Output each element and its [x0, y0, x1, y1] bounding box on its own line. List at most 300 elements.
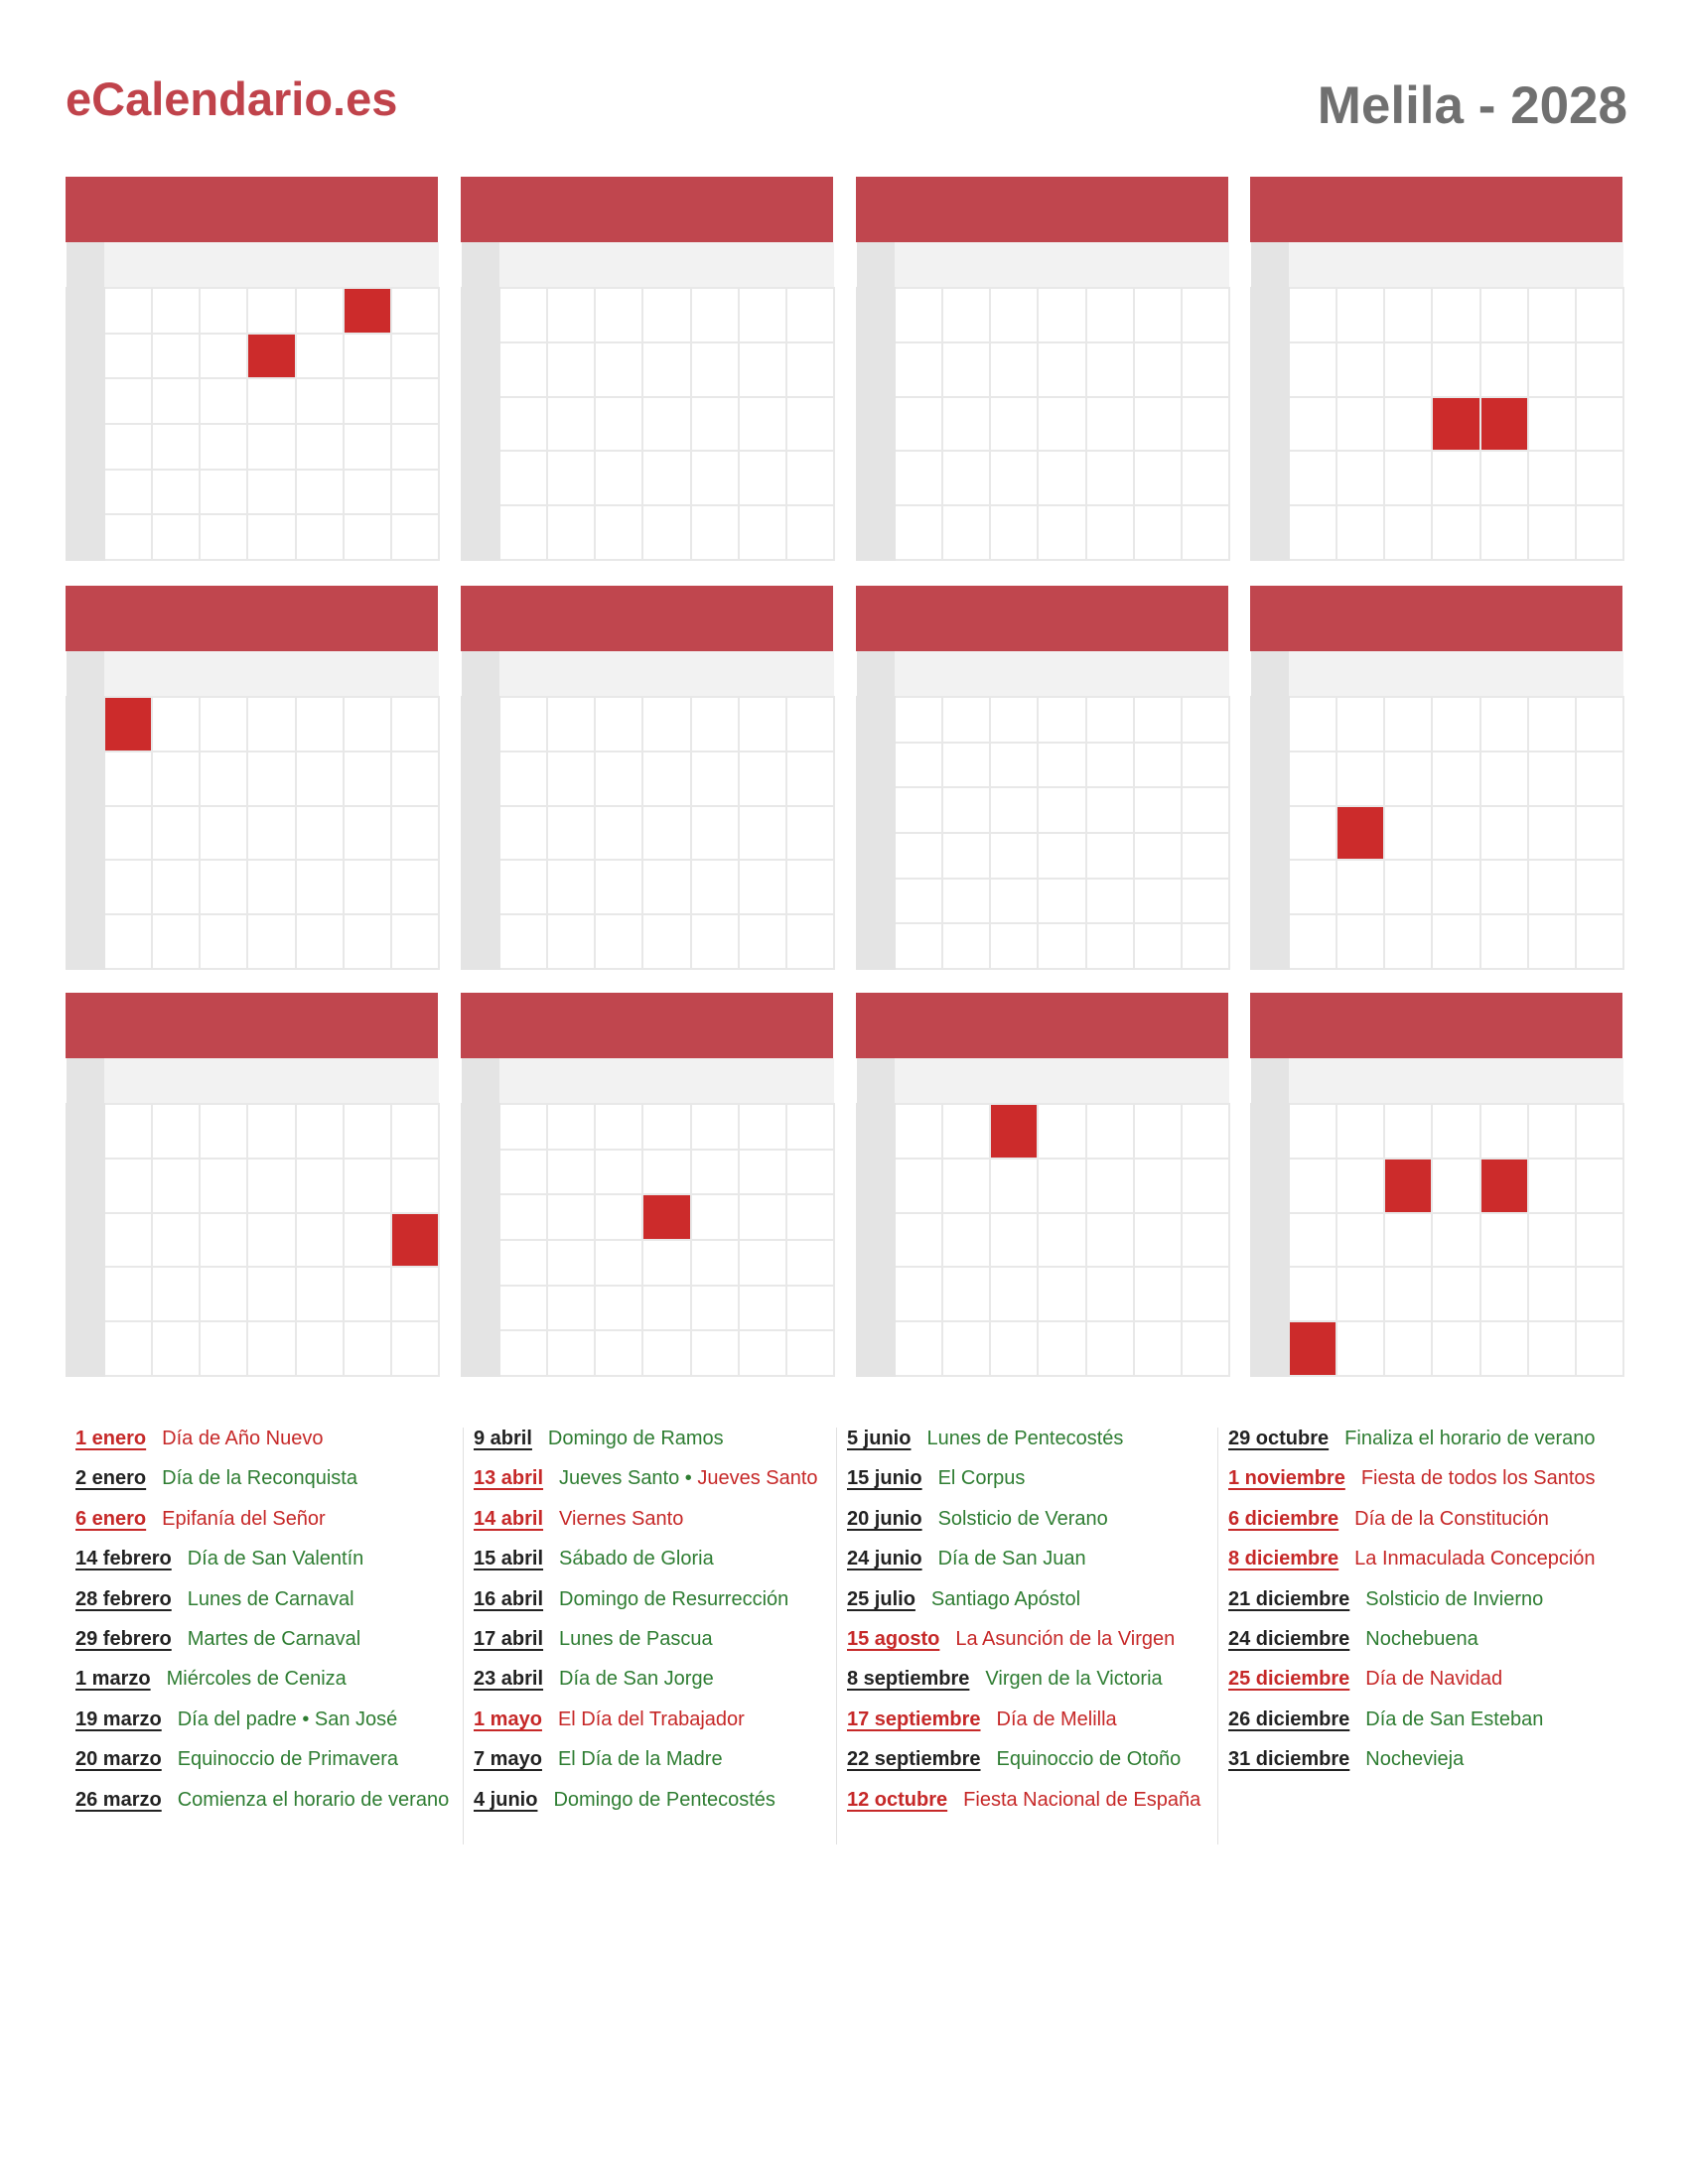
day-cell[interactable]	[990, 451, 1038, 505]
day-cell[interactable]	[391, 424, 439, 470]
day-cell[interactable]	[1086, 451, 1134, 505]
day-cell[interactable]	[499, 1150, 547, 1195]
day-cell[interactable]	[344, 1159, 391, 1213]
day-cell[interactable]	[1289, 806, 1336, 861]
day-cell[interactable]	[1576, 1267, 1623, 1321]
day-cell[interactable]	[990, 288, 1038, 342]
event-date-link[interactable]: 19 marzo	[75, 1708, 162, 1730]
day-cell[interactable]	[391, 697, 439, 751]
day-cell[interactable]	[344, 1267, 391, 1321]
day-cell[interactable]	[247, 1159, 295, 1213]
day-cell[interactable]	[499, 860, 547, 914]
event-date-link[interactable]: 15 junio	[847, 1467, 922, 1489]
day-cell[interactable]	[547, 806, 595, 861]
day-cell[interactable]	[499, 914, 547, 969]
day-cell[interactable]	[739, 342, 786, 397]
day-cell[interactable]	[152, 424, 200, 470]
event-date-link[interactable]: 16 abril	[474, 1588, 544, 1610]
day-cell[interactable]	[152, 697, 200, 751]
day-cell[interactable]	[1576, 1159, 1623, 1213]
day-cell[interactable]	[391, 751, 439, 806]
event-date-link[interactable]: 4 junio	[474, 1789, 538, 1811]
day-cell[interactable]	[1432, 1213, 1479, 1268]
day-cell[interactable]	[1086, 505, 1134, 560]
day-cell[interactable]	[344, 334, 391, 379]
day-cell[interactable]	[344, 1321, 391, 1376]
event-date-link[interactable]: 8 septiembre	[847, 1668, 970, 1690]
day-cell[interactable]	[1182, 743, 1229, 788]
day-cell[interactable]	[104, 1159, 152, 1213]
event-date-link[interactable]: 6 enero	[75, 1508, 147, 1530]
day-cell[interactable]	[1384, 860, 1432, 914]
day-cell[interactable]	[104, 860, 152, 914]
day-cell[interactable]	[152, 1321, 200, 1376]
day-cell[interactable]	[595, 342, 642, 397]
day-cell[interactable]	[1528, 860, 1576, 914]
day-cell[interactable]	[296, 378, 344, 424]
day-cell[interactable]	[344, 751, 391, 806]
day-cell[interactable]	[786, 1240, 834, 1286]
holiday-day-cell[interactable]	[1336, 806, 1384, 861]
day-cell[interactable]	[1528, 1213, 1576, 1268]
day-cell[interactable]	[642, 751, 690, 806]
day-cell[interactable]	[1528, 1267, 1576, 1321]
day-cell[interactable]	[942, 879, 990, 924]
event-date-link[interactable]: 13 abril	[474, 1467, 544, 1489]
day-cell[interactable]	[296, 1159, 344, 1213]
event-date-link[interactable]: 29 octubre	[1228, 1428, 1330, 1449]
day-cell[interactable]	[1336, 505, 1384, 560]
event-date-link[interactable]: 24 diciembre	[1228, 1628, 1350, 1650]
day-cell[interactable]	[391, 470, 439, 515]
day-cell[interactable]	[595, 451, 642, 505]
day-cell[interactable]	[547, 1286, 595, 1331]
day-cell[interactable]	[595, 806, 642, 861]
day-cell[interactable]	[200, 751, 247, 806]
day-cell[interactable]	[391, 288, 439, 334]
event-date-link[interactable]: 1 mayo	[474, 1708, 542, 1730]
day-cell[interactable]	[247, 1267, 295, 1321]
day-cell[interactable]	[691, 1240, 739, 1286]
day-cell[interactable]	[1289, 1159, 1336, 1213]
day-cell[interactable]	[547, 1240, 595, 1286]
day-cell[interactable]	[1038, 397, 1085, 452]
event-date-link[interactable]: 20 junio	[847, 1508, 922, 1530]
day-cell[interactable]	[1289, 505, 1336, 560]
day-cell[interactable]	[200, 470, 247, 515]
day-cell[interactable]	[1182, 879, 1229, 924]
day-cell[interactable]	[547, 1330, 595, 1376]
day-cell[interactable]	[296, 697, 344, 751]
day-cell[interactable]	[1384, 806, 1432, 861]
day-cell[interactable]	[1336, 914, 1384, 969]
day-cell[interactable]	[1432, 751, 1479, 806]
day-cell[interactable]	[942, 342, 990, 397]
day-cell[interactable]	[1576, 806, 1623, 861]
day-cell[interactable]	[990, 833, 1038, 879]
day-cell[interactable]	[691, 451, 739, 505]
day-cell[interactable]	[739, 1240, 786, 1286]
day-cell[interactable]	[1038, 342, 1085, 397]
day-cell[interactable]	[200, 1267, 247, 1321]
day-cell[interactable]	[152, 1159, 200, 1213]
day-cell[interactable]	[104, 1321, 152, 1376]
day-cell[interactable]	[104, 751, 152, 806]
day-cell[interactable]	[1480, 451, 1528, 505]
event-date-link[interactable]: 21 diciembre	[1228, 1588, 1350, 1610]
day-cell[interactable]	[1576, 288, 1623, 342]
day-cell[interactable]	[1432, 1159, 1479, 1213]
event-date-link[interactable]: 25 julio	[847, 1588, 915, 1610]
day-cell[interactable]	[200, 1159, 247, 1213]
day-cell[interactable]	[499, 1286, 547, 1331]
day-cell[interactable]	[1432, 451, 1479, 505]
day-cell[interactable]	[990, 397, 1038, 452]
day-cell[interactable]	[786, 1194, 834, 1240]
day-cell[interactable]	[499, 1240, 547, 1286]
day-cell[interactable]	[1182, 1104, 1229, 1159]
holiday-day-cell[interactable]	[344, 288, 391, 334]
day-cell[interactable]	[1289, 1213, 1336, 1268]
event-date-link[interactable]: 15 abril	[474, 1548, 544, 1570]
day-cell[interactable]	[1432, 1321, 1479, 1376]
day-cell[interactable]	[1336, 397, 1384, 452]
day-cell[interactable]	[1528, 1321, 1576, 1376]
day-cell[interactable]	[104, 806, 152, 861]
day-cell[interactable]	[200, 914, 247, 969]
day-cell[interactable]	[1528, 1104, 1576, 1159]
day-cell[interactable]	[1289, 751, 1336, 806]
day-cell[interactable]	[152, 806, 200, 861]
day-cell[interactable]	[642, 806, 690, 861]
holiday-day-cell[interactable]	[391, 1213, 439, 1268]
day-cell[interactable]	[1528, 451, 1576, 505]
day-cell[interactable]	[200, 860, 247, 914]
day-cell[interactable]	[895, 342, 942, 397]
holiday-day-cell[interactable]	[247, 334, 295, 379]
day-cell[interactable]	[990, 743, 1038, 788]
day-cell[interactable]	[499, 342, 547, 397]
day-cell[interactable]	[1038, 787, 1085, 833]
day-cell[interactable]	[595, 860, 642, 914]
day-cell[interactable]	[942, 505, 990, 560]
day-cell[interactable]	[1480, 505, 1528, 560]
day-cell[interactable]	[895, 1267, 942, 1321]
day-cell[interactable]	[1038, 505, 1085, 560]
day-cell[interactable]	[1528, 751, 1576, 806]
day-cell[interactable]	[499, 751, 547, 806]
day-cell[interactable]	[1134, 451, 1182, 505]
day-cell[interactable]	[942, 397, 990, 452]
event-date-link[interactable]: 31 diciembre	[1228, 1748, 1350, 1770]
day-cell[interactable]	[1336, 342, 1384, 397]
day-cell[interactable]	[1480, 697, 1528, 751]
day-cell[interactable]	[1528, 505, 1576, 560]
day-cell[interactable]	[1182, 1159, 1229, 1213]
day-cell[interactable]	[1134, 879, 1182, 924]
day-cell[interactable]	[1134, 743, 1182, 788]
day-cell[interactable]	[499, 451, 547, 505]
day-cell[interactable]	[499, 806, 547, 861]
day-cell[interactable]	[296, 1267, 344, 1321]
day-cell[interactable]	[1086, 879, 1134, 924]
day-cell[interactable]	[547, 860, 595, 914]
day-cell[interactable]	[1289, 397, 1336, 452]
day-cell[interactable]	[1038, 451, 1085, 505]
day-cell[interactable]	[1576, 451, 1623, 505]
day-cell[interactable]	[739, 1194, 786, 1240]
day-cell[interactable]	[247, 697, 295, 751]
day-cell[interactable]	[990, 787, 1038, 833]
day-cell[interactable]	[1336, 451, 1384, 505]
day-cell[interactable]	[247, 751, 295, 806]
day-cell[interactable]	[1086, 342, 1134, 397]
day-cell[interactable]	[1576, 1104, 1623, 1159]
day-cell[interactable]	[547, 288, 595, 342]
day-cell[interactable]	[547, 397, 595, 452]
day-cell[interactable]	[895, 1213, 942, 1268]
day-cell[interactable]	[1336, 1267, 1384, 1321]
day-cell[interactable]	[247, 424, 295, 470]
day-cell[interactable]	[895, 923, 942, 969]
day-cell[interactable]	[942, 1213, 990, 1268]
day-cell[interactable]	[786, 697, 834, 751]
day-cell[interactable]	[1289, 1267, 1336, 1321]
day-cell[interactable]	[990, 1213, 1038, 1268]
day-cell[interactable]	[1384, 505, 1432, 560]
day-cell[interactable]	[1576, 751, 1623, 806]
day-cell[interactable]	[1336, 860, 1384, 914]
day-cell[interactable]	[642, 697, 690, 751]
day-cell[interactable]	[942, 743, 990, 788]
event-date-link[interactable]: 1 noviembre	[1228, 1467, 1345, 1489]
day-cell[interactable]	[391, 334, 439, 379]
day-cell[interactable]	[1384, 397, 1432, 452]
day-cell[interactable]	[200, 806, 247, 861]
day-cell[interactable]	[990, 342, 1038, 397]
day-cell[interactable]	[344, 860, 391, 914]
day-cell[interactable]	[642, 1286, 690, 1331]
day-cell[interactable]	[786, 1150, 834, 1195]
holiday-day-cell[interactable]	[990, 1104, 1038, 1159]
day-cell[interactable]	[942, 1321, 990, 1376]
day-cell[interactable]	[1528, 806, 1576, 861]
day-cell[interactable]	[1576, 697, 1623, 751]
day-cell[interactable]	[942, 1267, 990, 1321]
day-cell[interactable]	[200, 1213, 247, 1268]
day-cell[interactable]	[942, 833, 990, 879]
day-cell[interactable]	[1182, 397, 1229, 452]
day-cell[interactable]	[344, 806, 391, 861]
day-cell[interactable]	[1432, 697, 1479, 751]
day-cell[interactable]	[547, 914, 595, 969]
day-cell[interactable]	[895, 451, 942, 505]
event-date-link[interactable]: 29 febrero	[75, 1628, 172, 1650]
day-cell[interactable]	[595, 1286, 642, 1331]
day-cell[interactable]	[595, 1150, 642, 1195]
day-cell[interactable]	[1528, 342, 1576, 397]
holiday-day-cell[interactable]	[642, 1194, 690, 1240]
day-cell[interactable]	[104, 378, 152, 424]
day-cell[interactable]	[691, 914, 739, 969]
event-date-link[interactable]: 1 marzo	[75, 1668, 151, 1690]
day-cell[interactable]	[1480, 1321, 1528, 1376]
day-cell[interactable]	[1086, 1267, 1134, 1321]
day-cell[interactable]	[200, 424, 247, 470]
day-cell[interactable]	[595, 288, 642, 342]
day-cell[interactable]	[1289, 860, 1336, 914]
day-cell[interactable]	[942, 787, 990, 833]
day-cell[interactable]	[642, 914, 690, 969]
day-cell[interactable]	[1384, 342, 1432, 397]
day-cell[interactable]	[786, 342, 834, 397]
day-cell[interactable]	[1528, 697, 1576, 751]
day-cell[interactable]	[391, 1267, 439, 1321]
day-cell[interactable]	[642, 860, 690, 914]
day-cell[interactable]	[642, 342, 690, 397]
event-date-link[interactable]: 26 marzo	[75, 1789, 162, 1811]
day-cell[interactable]	[104, 424, 152, 470]
day-cell[interactable]	[391, 1104, 439, 1159]
day-cell[interactable]	[152, 860, 200, 914]
day-cell[interactable]	[786, 451, 834, 505]
day-cell[interactable]	[547, 342, 595, 397]
day-cell[interactable]	[296, 1321, 344, 1376]
day-cell[interactable]	[200, 697, 247, 751]
day-cell[interactable]	[1480, 1267, 1528, 1321]
holiday-day-cell[interactable]	[1384, 1159, 1432, 1213]
day-cell[interactable]	[1384, 1213, 1432, 1268]
day-cell[interactable]	[595, 1194, 642, 1240]
day-cell[interactable]	[1576, 1321, 1623, 1376]
event-date-link[interactable]: 25 diciembre	[1228, 1668, 1350, 1690]
day-cell[interactable]	[152, 1213, 200, 1268]
day-cell[interactable]	[1038, 879, 1085, 924]
day-cell[interactable]	[200, 1321, 247, 1376]
day-cell[interactable]	[1480, 1104, 1528, 1159]
day-cell[interactable]	[1384, 1267, 1432, 1321]
day-cell[interactable]	[1086, 787, 1134, 833]
day-cell[interactable]	[1038, 1321, 1085, 1376]
day-cell[interactable]	[786, 1104, 834, 1150]
day-cell[interactable]	[1432, 505, 1479, 560]
day-cell[interactable]	[1576, 397, 1623, 452]
event-date-link[interactable]: 17 septiembre	[847, 1708, 981, 1730]
event-date-link[interactable]: 1 enero	[75, 1428, 147, 1449]
day-cell[interactable]	[786, 1286, 834, 1331]
day-cell[interactable]	[739, 806, 786, 861]
event-date-link[interactable]: 17 abril	[474, 1628, 544, 1650]
day-cell[interactable]	[1086, 1159, 1134, 1213]
day-cell[interactable]	[990, 879, 1038, 924]
day-cell[interactable]	[296, 860, 344, 914]
event-date-link[interactable]: 24 junio	[847, 1548, 922, 1570]
day-cell[interactable]	[1086, 833, 1134, 879]
day-cell[interactable]	[296, 470, 344, 515]
day-cell[interactable]	[547, 451, 595, 505]
day-cell[interactable]	[499, 505, 547, 560]
day-cell[interactable]	[595, 751, 642, 806]
day-cell[interactable]	[895, 505, 942, 560]
day-cell[interactable]	[247, 470, 295, 515]
day-cell[interactable]	[344, 1104, 391, 1159]
day-cell[interactable]	[942, 451, 990, 505]
day-cell[interactable]	[1182, 1213, 1229, 1268]
day-cell[interactable]	[1134, 697, 1182, 743]
event-date-link[interactable]: 14 febrero	[75, 1548, 172, 1570]
day-cell[interactable]	[786, 288, 834, 342]
day-cell[interactable]	[247, 806, 295, 861]
day-cell[interactable]	[1182, 1267, 1229, 1321]
day-cell[interactable]	[200, 334, 247, 379]
day-cell[interactable]	[247, 1213, 295, 1268]
day-cell[interactable]	[1432, 806, 1479, 861]
day-cell[interactable]	[595, 914, 642, 969]
day-cell[interactable]	[595, 397, 642, 452]
day-cell[interactable]	[642, 1150, 690, 1195]
event-date-link[interactable]: 26 diciembre	[1228, 1708, 1350, 1730]
day-cell[interactable]	[1528, 1159, 1576, 1213]
day-cell[interactable]	[691, 1286, 739, 1331]
day-cell[interactable]	[1086, 397, 1134, 452]
day-cell[interactable]	[1336, 697, 1384, 751]
day-cell[interactable]	[1432, 914, 1479, 969]
holiday-day-cell[interactable]	[104, 697, 152, 751]
holiday-day-cell[interactable]	[1289, 1321, 1336, 1376]
day-cell[interactable]	[296, 1104, 344, 1159]
day-cell[interactable]	[1182, 288, 1229, 342]
event-date-link[interactable]: 8 diciembre	[1228, 1548, 1339, 1570]
event-date-link[interactable]: 22 septiembre	[847, 1748, 981, 1770]
day-cell[interactable]	[1038, 743, 1085, 788]
day-cell[interactable]	[152, 334, 200, 379]
day-cell[interactable]	[895, 879, 942, 924]
day-cell[interactable]	[499, 397, 547, 452]
event-date-link[interactable]: 14 abril	[474, 1508, 544, 1530]
day-cell[interactable]	[786, 751, 834, 806]
day-cell[interactable]	[691, 751, 739, 806]
day-cell[interactable]	[1134, 1104, 1182, 1159]
day-cell[interactable]	[1432, 342, 1479, 397]
day-cell[interactable]	[1528, 397, 1576, 452]
event-date-link[interactable]: 2 enero	[75, 1467, 147, 1489]
day-cell[interactable]	[391, 806, 439, 861]
day-cell[interactable]	[1182, 697, 1229, 743]
day-cell[interactable]	[1134, 288, 1182, 342]
day-cell[interactable]	[739, 288, 786, 342]
day-cell[interactable]	[1289, 451, 1336, 505]
day-cell[interactable]	[1480, 1213, 1528, 1268]
event-date-link[interactable]: 23 abril	[474, 1668, 544, 1690]
day-cell[interactable]	[1289, 342, 1336, 397]
day-cell[interactable]	[1038, 1104, 1085, 1159]
day-cell[interactable]	[1086, 1213, 1134, 1268]
day-cell[interactable]	[691, 860, 739, 914]
day-cell[interactable]	[1182, 342, 1229, 397]
day-cell[interactable]	[1086, 288, 1134, 342]
day-cell[interactable]	[1432, 1267, 1479, 1321]
day-cell[interactable]	[739, 451, 786, 505]
day-cell[interactable]	[786, 397, 834, 452]
event-date-link[interactable]: 6 diciembre	[1228, 1508, 1339, 1530]
event-date-link[interactable]: 7 mayo	[474, 1748, 542, 1770]
day-cell[interactable]	[1134, 1267, 1182, 1321]
day-cell[interactable]	[247, 1321, 295, 1376]
day-cell[interactable]	[691, 1194, 739, 1240]
event-date-link[interactable]: 15 agosto	[847, 1628, 940, 1650]
holiday-day-cell[interactable]	[1432, 397, 1479, 452]
day-cell[interactable]	[1289, 914, 1336, 969]
